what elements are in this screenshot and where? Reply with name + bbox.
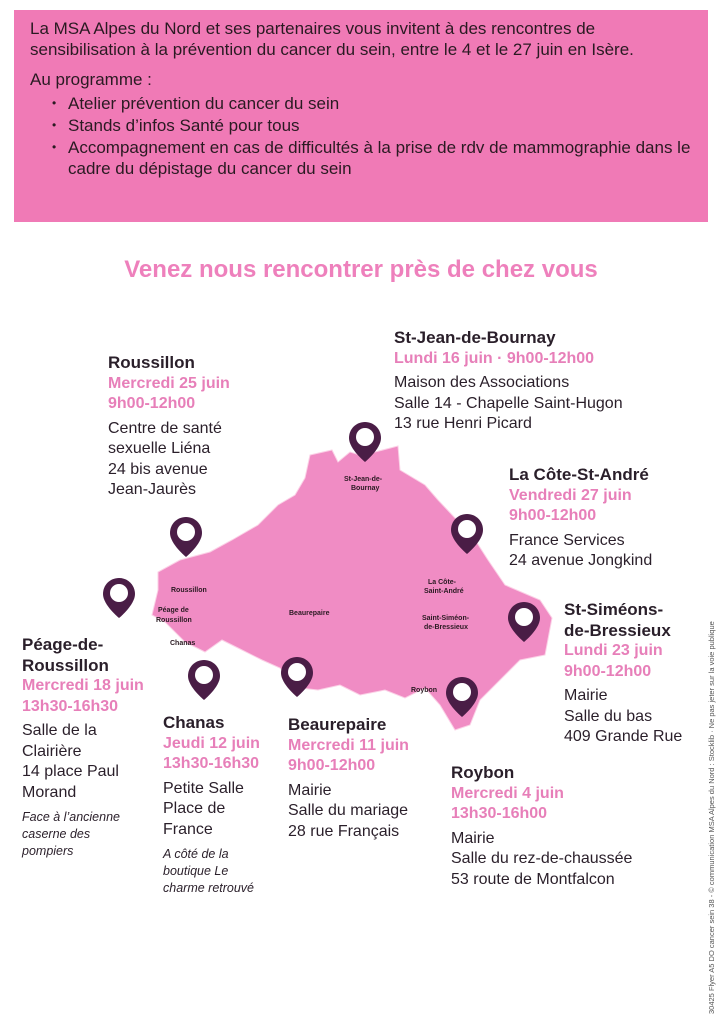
location-date: Mercredi 25 juin <box>108 374 230 392</box>
map-pin-icon <box>279 655 315 699</box>
map-label-stjean: St-Jean-de- <box>344 476 383 483</box>
location-date: Jeudi 12 juin <box>163 734 260 752</box>
map-label-roussillon: Roussillon <box>171 587 207 594</box>
programme-title: Au programme : <box>30 70 152 89</box>
location-time: 13h30-16h00 <box>451 805 548 822</box>
location-address: Mairie Salle du bas 409 Grande Rue <box>564 687 683 745</box>
map-label-peage-2: Roussillon <box>156 617 192 624</box>
location-name: Roussillon <box>108 353 195 372</box>
location-name: Beaurepaire <box>288 715 387 734</box>
map-label-stsimeon-2: de-Bressieux <box>424 624 468 631</box>
location-address: France Services 24 avenue Jongkind <box>509 531 653 569</box>
map-label-cote-2: Saint-André <box>424 588 464 595</box>
location-address: Mairie Salle du mariage 28 rue Français <box>288 781 409 840</box>
print-credits: 30425 Flyer A5 DO cancer sein 38 - © communication MSA Alpes du Nord : Stocklib · Ne pas jeter sur la voie publique <box>707 621 716 1014</box>
location-date: Mercredi 18 juin <box>22 677 144 694</box>
location-la-cote-st-andre <box>509 465 652 572</box>
map-pin-icon <box>444 675 480 719</box>
map-label-cote: La Côte- <box>428 579 456 586</box>
location-time: 13h30-16h30 <box>22 697 119 715</box>
intro-text: La MSA Alpes du Nord et ses partenaires vous invitent à des rencontres de sensibilisation à la prévention du cancer du sein, entre le 4 et le 27 juin en Isère. <box>30 19 634 59</box>
location-note: A côté de la boutique Le charme retrouvé <box>163 847 255 895</box>
location-address: Centre de santé sexuelle Liéna 24 bis avenue Jean-Jaurès <box>108 419 222 498</box>
location-time: 9h00-12h00 <box>509 507 597 524</box>
map-label-beaurepaire: Beaurepaire <box>289 610 330 617</box>
location-address: Salle de la Clairière 14 place Paul Morand <box>22 722 119 801</box>
location-name: Roybon <box>451 763 515 782</box>
location-datetime: Lundi 16 juin · 9h00-12h00 <box>394 349 595 367</box>
map-label-roybon: Roybon <box>411 687 438 694</box>
location-date: Mercredi 11 juin <box>288 736 409 754</box>
location-peage-de-roussillon <box>22 635 144 860</box>
map-pin-icon <box>506 600 542 644</box>
location-time: 9h00-12h00 <box>288 757 376 774</box>
programme-item: • Atelier prévention du cancer du sein <box>52 93 694 114</box>
location-note: Face à l’ancienne caserne des pompiers <box>22 810 120 858</box>
map-label-chanas: Chanas <box>170 640 196 647</box>
location-roussillon <box>108 353 230 501</box>
location-beaurepaire <box>288 715 409 842</box>
location-address: Petite Salle Place de France <box>163 779 244 838</box>
location-date: Vendredi 27 juin <box>509 486 632 504</box>
location-date: Mercredi 4 juin <box>451 784 564 802</box>
map-label-stjean-2: Bournay <box>351 485 380 492</box>
location-name: Chanas <box>163 713 225 732</box>
map-label-peage: Péage de <box>158 607 189 614</box>
location-date: Lundi 23 juin <box>564 642 663 659</box>
location-name: St-Jean-de-Bournay <box>394 328 556 347</box>
location-name: St-Siméons- de-Bressieux <box>564 600 671 640</box>
location-name: Péage-de- Roussillon <box>22 635 109 675</box>
map-pin-icon <box>347 420 383 464</box>
location-time: 13h30-16h30 <box>163 755 260 772</box>
location-time: 9h00-12h00 <box>108 395 196 412</box>
programme-item: • Stands d’infos Santé pour tous <box>52 115 694 136</box>
programme-item: • Accompagnement en cas de difficultés à la prise de rdv de mammographie dans le cadre du dépistage du cancer du sein <box>52 137 694 179</box>
location-name: La Côte-St-André <box>509 465 649 484</box>
map-pin-icon <box>101 576 137 620</box>
map-label-stsimeon: Saint-Siméon- <box>422 615 470 622</box>
map-pin-icon <box>186 658 222 702</box>
headline: Venez nous rencontrer près de chez vous <box>124 256 598 283</box>
map-pin-icon <box>168 515 204 559</box>
location-time: 9h00-12h00 <box>564 662 652 680</box>
location-address: Maison des Associations Salle 14 - Chapelle Saint-Hugon 13 rue Henri Picard <box>394 374 623 432</box>
location-st-simeons-de-bressieux <box>564 600 682 748</box>
location-st-jean-de-bournay <box>394 328 623 435</box>
location-roybon <box>451 763 632 890</box>
location-address: Mairie Salle du rez-de-chaussée 53 route de Montfalcon <box>451 829 633 888</box>
map-pin-icon <box>449 512 485 556</box>
location-chanas <box>163 713 260 897</box>
